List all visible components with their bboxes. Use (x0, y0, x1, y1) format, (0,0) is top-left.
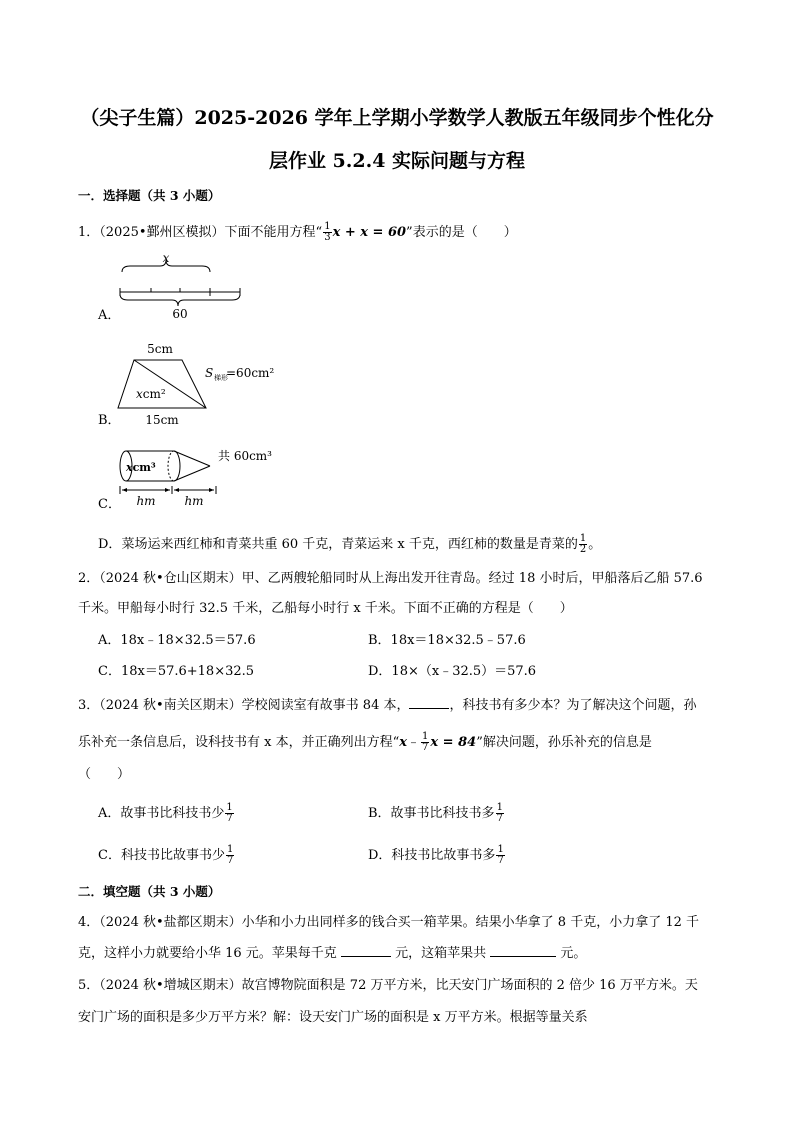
question-3-line3: （ ） (78, 767, 131, 782)
q3-option-a: A．故事书比科技书少 $\frac{1}{7}$ (98, 802, 233, 824)
document-title-line2: 层作业 5.2.4 实际问题与方程 (268, 150, 526, 172)
cone-height-label: hm (184, 494, 204, 508)
q3-option-d: D．科技书比故事书多 $\frac{1}{7}$ (368, 844, 504, 866)
q3-option-c: C．科技书比故事书少 $\frac{1}{7}$ (98, 844, 234, 866)
q1-option-b-letter: B． (98, 413, 121, 428)
section-heading-fill: 二．填空题（共 3 小题） (78, 884, 221, 899)
question-4-line2: 克，这样小力就要给小华 16 元。苹果每千克 元，这箱苹果共 元。 (78, 946, 587, 961)
fraction-one-half: $\frac{1}{2}$ (579, 533, 587, 555)
q1-option-d: D．菜场运来西红柿和青菜共重 60 千克，青菜运来 x 千克，西红柿的数量是青菜的 $\frac{1}{2}$ 。 (98, 533, 602, 555)
total-blank (490, 944, 556, 957)
area-subscript: 梯形 (214, 374, 228, 382)
question-1-stem: 1．（2025•鄞州区模拟）下面不能用方程“ $\frac{1}{3}$ x + x = 60”表示的是（ ） (78, 221, 517, 243)
segment-label-x: x (162, 252, 170, 265)
area-value-label: =60cm² (226, 366, 275, 380)
q1-option-a-letter: A． (98, 308, 121, 323)
fraction-one-seventh: $\frac{1}{7}$ (422, 731, 429, 753)
total-volume-label: 共 60cm³ (218, 449, 272, 463)
q2-option-d: D．18×（x﹣32.5）＝57.6 (368, 664, 537, 679)
question-3-line2: 乐补充一条信息后，设科技书有 x 本，并正确列出方程“x﹣ $\frac{1}{7}$ x = 84”解决问题，孙乐补充的信息是 (78, 731, 652, 753)
question-4-line1: 4．（2024 秋•盐都区期末）小华和小力出同样多的钱合买一箱苹果。结果小华拿了 8 千克，小力拿了 12 千 (78, 915, 700, 930)
q2-option-a: A．18x﹣18×32.5＝57.6 (98, 633, 256, 648)
trapezoid-inner-label: xcm² (136, 387, 166, 401)
q2-option-c: C．18x＝57.6+18×32.5 (98, 664, 255, 679)
cylinder-cone-figure (114, 442, 284, 510)
fraction-one-third: $\frac{1}{3}$ (324, 221, 331, 243)
trapezoid-bottom-label: 15cm (145, 413, 179, 427)
cylinder-label: xcm³ (126, 461, 156, 474)
question-2-line2: 千米。甲船每小时行 32.5 千米，乙船每小时行 x 千米。下面不正确的方程是（ ） (78, 601, 573, 616)
trapezoid-figure (112, 340, 292, 430)
trapezoid-top-label: 5cm (147, 342, 173, 356)
section-heading-choice: 一．选择题（共 3 小题） (78, 188, 221, 203)
q1-option-c-letter: C． (98, 497, 121, 512)
segment-diagram-figure (116, 252, 246, 320)
question-5-line2: 安门广场的面积是多少万平方米？解：设天安门广场的面积是 x 万平方米。根据等量关系 (78, 1010, 588, 1025)
question-5-line1: 5．（2024 秋•增城区期末）故宫博物院面积是 72 万平方米，比天安门广场面积的 2 倍少 16 万平方米。天 (78, 978, 698, 993)
area-s-label: S (205, 366, 214, 380)
q3-option-b: B．故事书比科技书多 $\frac{1}{7}$ (368, 802, 503, 824)
question-3-line1: 3．（2024 秋•南关区期末）学校阅读室有故事书 84 本， ，科技书有多少本？为了解决这个问题，孙 (78, 698, 697, 713)
cylinder-height-label: hm (136, 494, 156, 508)
answer-blank (409, 696, 449, 709)
document-title-line1: （尖子生篇）2025-2026 学年上学期小学数学人教版五年级同步个性化分 (80, 107, 714, 129)
question-2-line1: 2．（2024 秋•仓山区期末）甲、乙两艘轮船同时从上海出发开往青岛。经过 18 小时后，甲船落后乙船 57.6 (78, 571, 703, 586)
segment-label-60: 60 (172, 307, 188, 320)
q2-option-b: B．18x＝18×32.5﹣57.6 (368, 633, 526, 648)
price-blank (341, 944, 391, 957)
